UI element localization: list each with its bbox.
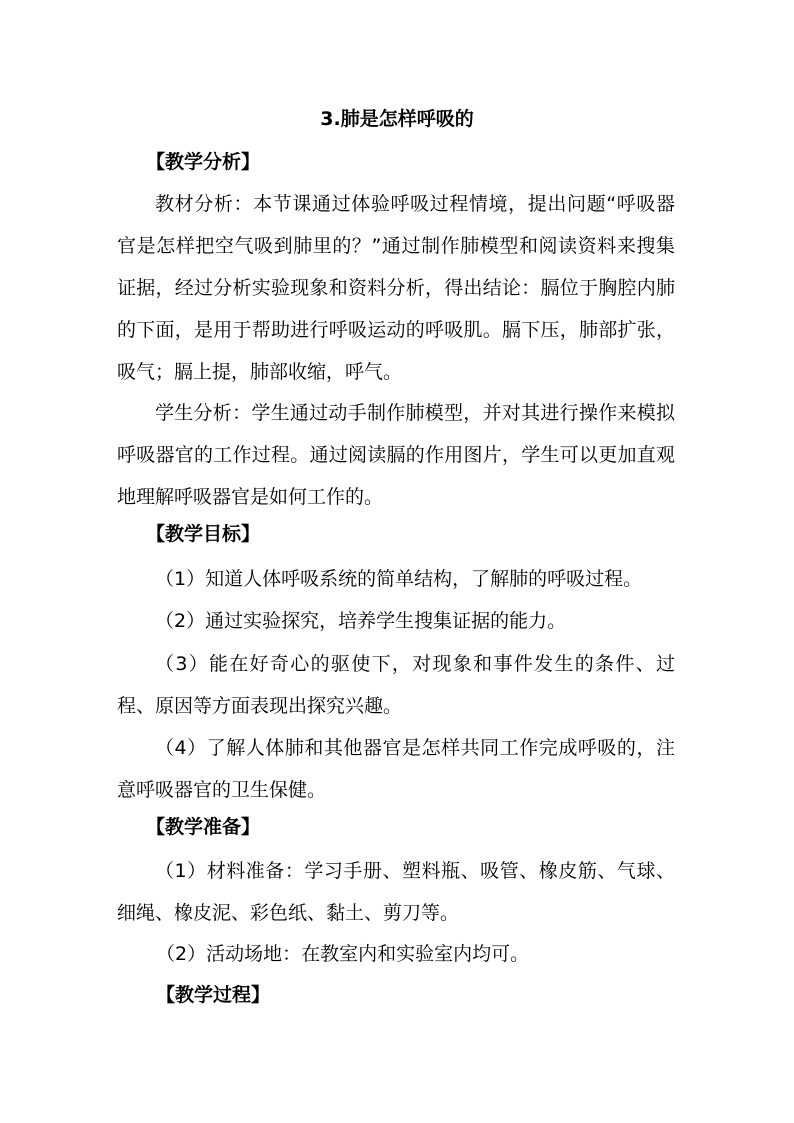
paragraph-student-analysis: 学生分析：学生通过动手制作肺模型，并对其进行操作来模拟呼吸器官的工作过程。通过阅读膈的作用图片，学生可以更加直观地理解呼吸器官是如何工作的。 (117, 402, 675, 508)
document-title: 3.肺是怎样呼吸的 (320, 108, 474, 130)
preparation-item-2: （2）活动场地：在教室内和实验室内均可。 (156, 943, 530, 965)
goal-item-1: （1）知道人体呼吸系统的简单结构，了解肺的呼吸过程。 (155, 568, 643, 590)
goal-item-4: （4）了解人体肺和其他器官是怎样共同工作完成呼吸的，注意呼吸器官的卫生保健。 (117, 737, 675, 801)
section-heading-process: 【教学过程】 (156, 984, 271, 1006)
goal-item-2: （2）通过实验探究，培养学生搜集证据的能力。 (155, 610, 567, 632)
section-heading-preparation: 【教学准备】 (146, 816, 261, 838)
paragraph-material-analysis: 教材分析：本节课通过体验呼吸过程情境，提出问题“呼吸器官是怎样把空气吸到肺里的？”通过制作肺模型和阅读资料来搜集证据，经过分析实验现象和资料分析，得出结论：膈位于胸腔内肺的下面，是用于帮助进行呼吸运动的呼吸肌。膈下压，肺部扩张，吸气；膈上提，肺部收缩，呼气。 (117, 193, 675, 383)
section-heading-analysis: 【教学分析】 (146, 151, 261, 173)
section-heading-goals: 【教学目标】 (146, 523, 261, 545)
goal-item-3: （3）能在好奇心的驱使下，对现象和事件发生的条件、过程、原因等方面表现出探究兴趣。 (117, 653, 675, 717)
preparation-item-1: （1）材料准备：学习手册、塑料瓶、吸管、橡皮筋、气球、细绳、橡皮泥、彩色纸、黏土、剪刀等。 (117, 860, 675, 924)
